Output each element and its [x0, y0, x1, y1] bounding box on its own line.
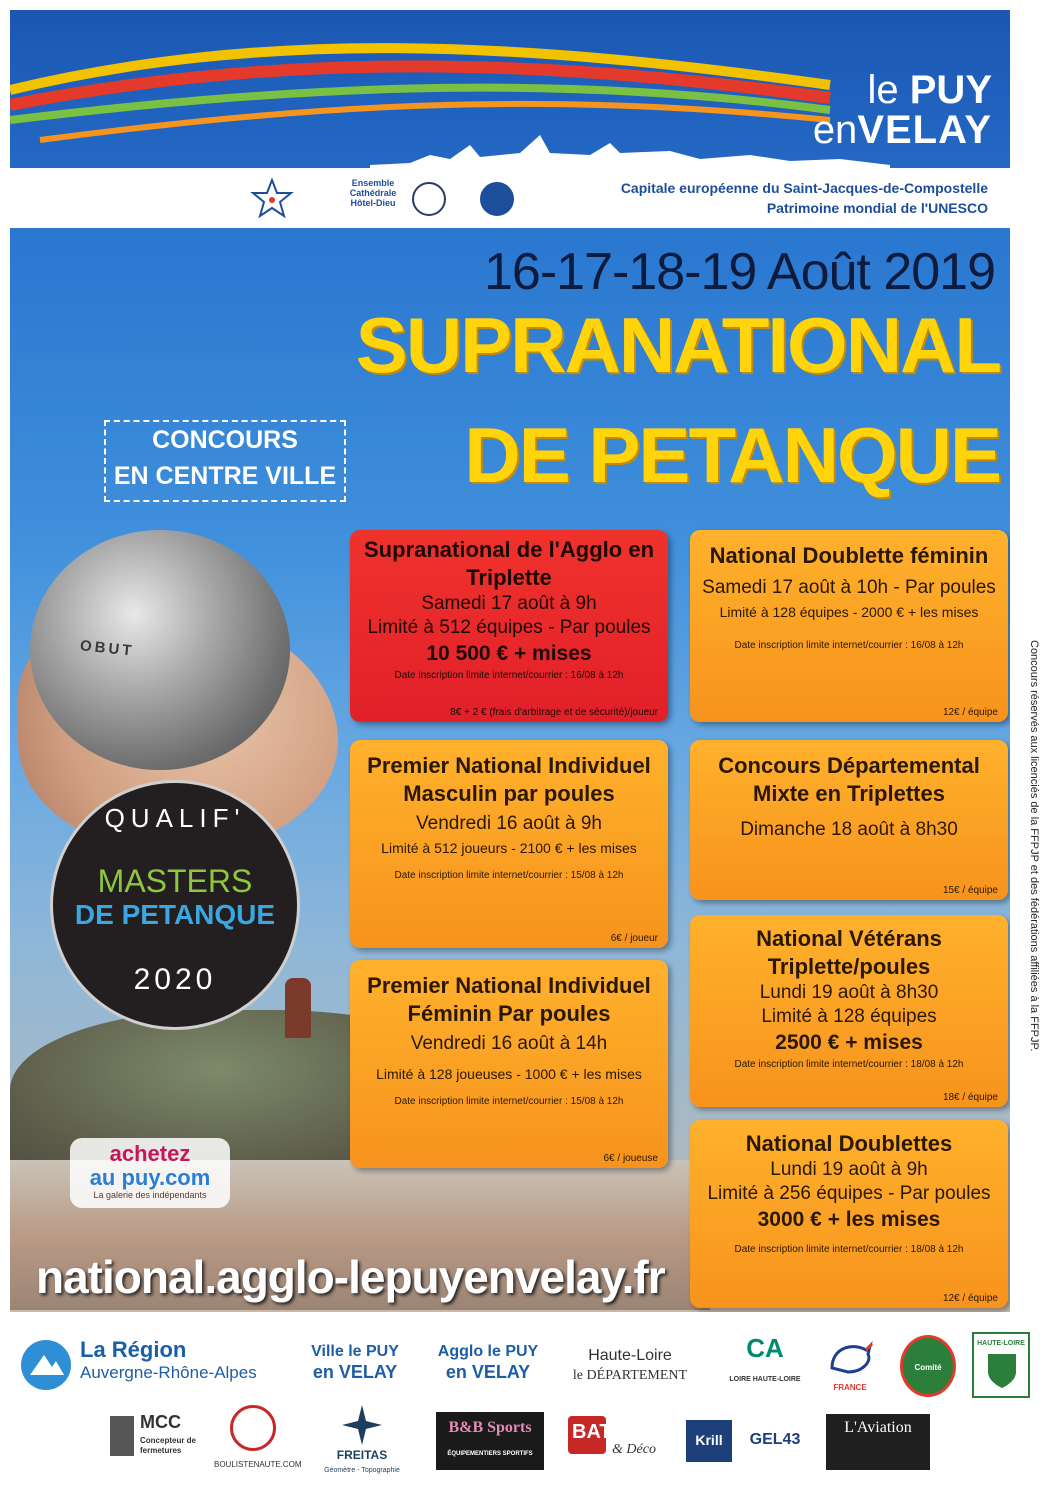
krill-logo	[686, 1420, 732, 1462]
masters-label: MASTERS	[97, 863, 253, 899]
tagline-unesco: Patrimoine mondial de l'UNESCO	[766, 200, 988, 216]
bati-line2: & Déco	[612, 1442, 656, 1457]
card-date: Dimanche 18 août à 8h30	[740, 819, 958, 840]
card-limit: Limité à 512 joueurs - 2100 € + les mises	[381, 840, 637, 856]
obut-engraving: OBUT	[79, 637, 136, 660]
qualif-year: 2020	[133, 963, 217, 996]
rooster-icon	[822, 1338, 878, 1378]
compostelle-shell-icon	[480, 182, 514, 216]
card-limit: Limité à 512 équipes - Par poules	[367, 617, 651, 638]
shield-leaf-icon	[984, 1350, 1020, 1390]
ville-line1: Ville le PUY	[311, 1343, 399, 1360]
card-individuel-feminin	[350, 960, 668, 1168]
freitas-line2: Géomètre - Topographie	[324, 1467, 400, 1474]
ca-line2: LOIRE HAUTE-LOIRE	[729, 1376, 801, 1383]
card-title: Premier National Individuel Féminin Par poules	[367, 973, 651, 1026]
card-date: Vendredi 16 août à 9h	[416, 813, 602, 834]
boulistenaute-ring-icon	[230, 1405, 276, 1451]
card-title: National Doublette féminin	[709, 543, 989, 568]
region-line2: Auvergne-Rhône-Alpes	[80, 1363, 257, 1382]
ffpjp-logo	[822, 1338, 878, 1398]
card-title: Premier National Individuel Masculin par poules	[367, 753, 651, 806]
bb-line1: B&B Sports	[448, 1419, 532, 1436]
card-fee: 15€ / équipe	[942, 885, 998, 896]
card-title: National Vétérans Triplette/poules	[756, 926, 942, 979]
card-title: National Doublettes	[745, 1131, 953, 1156]
unesco-seal-icon	[412, 182, 446, 216]
card-prize: 10 500 € + mises	[426, 642, 592, 665]
concours-centre-ville-tag	[104, 420, 346, 502]
card-limit: Limité à 128 joueuses - 1000 € + les mises	[376, 1066, 642, 1082]
region-line1: La Région	[80, 1337, 187, 1362]
event-title-line2: DE PETANQUE	[464, 411, 1000, 499]
agglo-le-puy-logo	[428, 1338, 548, 1398]
hl-shield-line1: HAUTE-LOIRE	[977, 1340, 1025, 1347]
achetez-line1: achetez	[109, 1141, 191, 1166]
event-title-line1: SUPRANATIONAL	[355, 301, 1000, 389]
card-fee: 8€ + 2 € (frais d'arbitrage et de sécurité)/joueur	[450, 707, 658, 718]
card-fee: 18€ / équipe	[942, 1092, 998, 1103]
bb-line2: ÉQUIPEMENTIERS SPORTIFS	[447, 1451, 533, 1457]
card-title: Concours Départemental Mixte en Triplettes	[718, 753, 980, 806]
comite-logo	[900, 1335, 956, 1397]
logo-velay: VELAY	[857, 108, 992, 152]
haute-loire-shield-logo	[972, 1332, 1030, 1398]
compass-star-icon	[342, 1405, 382, 1445]
mcc-door-icon	[110, 1416, 134, 1456]
logo-le: le	[867, 68, 910, 112]
card-limit: Limité à 128 équipes	[761, 1006, 937, 1027]
card-fee: 12€ / équipe	[942, 1293, 998, 1304]
krill-line1: Krill	[695, 1432, 723, 1448]
card-doublette-feminin	[690, 530, 1008, 722]
logo-puy: PUY	[909, 68, 992, 112]
gel43-logo	[740, 1420, 810, 1462]
hl-line1: Haute-Loire	[588, 1347, 672, 1364]
region-logo	[20, 1335, 290, 1395]
poster	[10, 10, 1010, 1312]
website-url: national.agglo-lepuyenvelay.fr	[36, 1251, 665, 1303]
boulistenaute-line1: BOULISTENAUTE.COM	[214, 1460, 302, 1469]
tag-line2: EN CENTRE VILLE	[113, 462, 337, 490]
card-date: Vendredi 16 août à 14h	[410, 1033, 608, 1054]
card-limit: Limité à 128 équipes - 2000 € + les mises	[719, 604, 979, 620]
ville-line2: en VELAY	[312, 1362, 398, 1382]
petanque-label: DE PETANQUE	[74, 899, 276, 930]
mcc-logo	[110, 1410, 200, 1480]
hl-line2: le DÉPARTEMENT	[572, 1368, 688, 1383]
card-deadline: Date inscription limite internet/courrier : 18/08 à 12h	[734, 1059, 964, 1070]
le-puy-logo	[813, 70, 992, 150]
card-deadline: Date inscription limite internet/courrier : 16/08 à 12h	[734, 640, 964, 651]
ville-le-puy-logo	[300, 1338, 410, 1398]
card-fee: 12€ / équipe	[942, 707, 998, 718]
ca-line1: CA	[746, 1333, 784, 1363]
comite-line1: Comité	[914, 1363, 942, 1372]
qualif-label: QUALIF'	[104, 803, 246, 833]
qualif-masters-badge	[50, 780, 300, 1030]
agglo-line2: en VELAY	[445, 1362, 531, 1382]
agglo-line1: Agglo le PUY	[437, 1343, 539, 1360]
mcc-line2: Concepteur de fermetures	[140, 1436, 197, 1455]
card-national-doublettes	[690, 1120, 1008, 1308]
logo-en: en	[812, 108, 858, 152]
region-mountain-icon	[20, 1339, 72, 1391]
petanque-boule-image	[30, 530, 290, 770]
freitas-line1: FREITAS	[336, 1448, 388, 1462]
achetez-line3: La galerie des indépendants	[93, 1190, 207, 1200]
card-date: Samedi 17 août à 9h	[421, 593, 597, 614]
header-banner	[10, 10, 1010, 228]
ensemble-cathedrale-label: Ensemble Cathédrale Hôtel-Dieu	[349, 178, 397, 208]
card-date: Lundi 19 août à 8h30	[759, 982, 939, 1003]
tag-line1: CONCOURS	[152, 426, 298, 454]
mcc-line1: MCC	[140, 1412, 181, 1432]
card-individuel-masculin	[350, 740, 668, 948]
event-dates: 16-17-18-19 Août 2019	[484, 243, 995, 301]
card-date: Lundi 19 août à 9h	[770, 1159, 928, 1180]
bb-sports-logo	[436, 1412, 544, 1470]
card-prize: 3000 € + les mises	[757, 1208, 941, 1231]
side-note-text: Concours réservés aux licenciés de la FFPJP et des fédérations affiliées à la FFPJP.	[1028, 640, 1040, 1052]
freitas-logo	[312, 1405, 412, 1485]
bati-deco-logo	[568, 1412, 660, 1470]
card-deadline: Date inscription limite internet/courrier : 16/08 à 12h	[394, 670, 624, 681]
card-fee: 6€ / joueur	[610, 933, 658, 944]
boulistenaute-logo	[214, 1405, 302, 1485]
haute-loire-departement-logo	[560, 1338, 700, 1398]
ffpjp-line2: FRANCE	[833, 1383, 867, 1392]
card-departemental-mixte	[690, 740, 1008, 900]
card-prize: 2500 € + mises	[775, 1031, 923, 1054]
bati-line1: BATI	[572, 1421, 618, 1443]
laviation-logo	[826, 1414, 930, 1470]
star-france-icon	[250, 176, 294, 220]
card-fee: 6€ / joueuse	[603, 1153, 658, 1164]
credit-agricole-logo	[725, 1333, 805, 1398]
card-limit: Limité à 256 équipes - Par poules	[707, 1183, 991, 1204]
card-date: Samedi 17 août à 10h - Par poules	[702, 577, 996, 598]
card-deadline: Date inscription limite internet/courrier : 15/08 à 12h	[394, 1096, 624, 1107]
card-deadline: Date inscription limite internet/courrier : 18/08 à 12h	[734, 1244, 964, 1255]
laviation-line1: L'Aviation	[844, 1419, 912, 1436]
card-title: Supranational de l'Agglo en Triplette	[363, 537, 655, 590]
gel43-line1: GEL43	[749, 1431, 801, 1448]
achetez-line2: au puy.com	[89, 1165, 211, 1190]
side-note	[1012, 640, 1048, 1200]
card-deadline: Date inscription limite internet/courrier : 15/08 à 12h	[394, 870, 624, 881]
unesco-tagline	[621, 178, 988, 218]
card-veterans-triplette	[690, 915, 1008, 1107]
card-supranational-triplette	[350, 530, 668, 722]
achetez-au-puy-logo	[70, 1138, 230, 1208]
tagline-compostelle: Capitale européenne du Saint-Jacques-de-Compostelle	[620, 180, 988, 196]
